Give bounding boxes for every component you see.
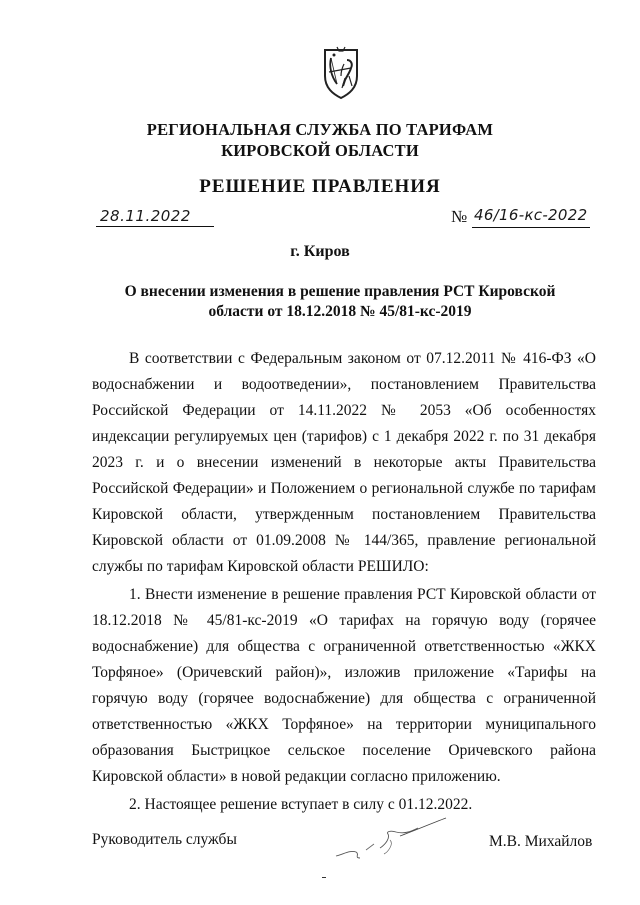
date-underline — [96, 226, 214, 227]
city: г. Киров — [290, 243, 350, 260]
number-label: № — [451, 207, 468, 226]
coat-of-arms-icon — [317, 46, 365, 100]
body-paragraph-item-2: 2. Настоящее решение вступает в силу с 01.12.2022. — [129, 796, 473, 813]
decision-number: 46/16-кс-2022 — [474, 206, 588, 224]
organization-name-line1: РЕГИОНАЛЬНАЯ СЛУЖБА ПО ТАРИФАМ — [146, 120, 494, 139]
document-title: РЕШЕНИЕ ПРАВЛЕНИЯ — [199, 176, 441, 197]
signature-icon — [330, 814, 450, 864]
body-paragraph-item-1: 1. Внести изменение в решение правления РСТ Кировской области от 18.12.2018 № 45/81-кс-2019 «О тарифах на горячую воду (горячее водоснабжение) для общества с ограниченной ответственностью «ЖКХ Торфяное» (Оричевский район)», изложив приложение «Тарифы на горячую воду (горячее водоснабжение) для общества с ограниченной ответственностью «ЖКХ Торфяное» на территории муниципального образования Быстрицкое сельское поселение Оричевского района Кировской области» в новой редакции согласно приложению. — [92, 586, 596, 785]
body-paragraph-preamble: В соответствии с Федеральным законом от 07.12.2011 № 416-ФЗ «О водоснабжении и водоотведении», постановлением Правительства Российской Федерации от 14.11.2022 № 2053 «Об особенностях индексации регулируемых цен (тарифов) с 1 декабря 2022 г. по 31 декабря 2023 г. и о внесении изменений в некоторые акты Правительства Российской Федерации» и Положением о региональной службе по тарифам Кировской области, утвержденным постановлением Правительства Кировской области от 01.09.2008 № 144/365, правление региональной службы по тарифам Кировской области РЕШИЛО: — [92, 350, 596, 575]
signatory-name: М.В. Михайлов — [489, 833, 593, 850]
organization-name-line2: КИРОВСКОЙ ОБЛАСТИ — [221, 141, 419, 160]
decision-subject: О внесении изменения в решение правления РСТ Кировской области от 18.12.2018 № 45/81-кс-2019 — [124, 283, 556, 320]
decision-date: 28.11.2022 — [100, 207, 191, 225]
signatory-position: Руководитель службы — [92, 831, 237, 848]
page-mark — [322, 877, 326, 878]
number-underline — [472, 227, 590, 228]
